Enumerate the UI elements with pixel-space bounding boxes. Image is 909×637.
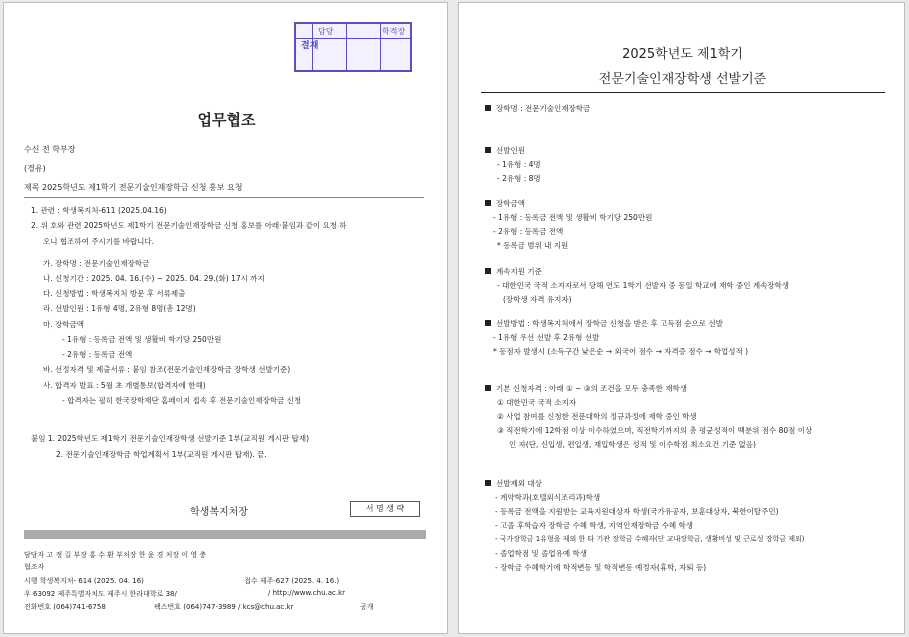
list-item: - 국가장학금 1유형을 제외 한 타 기관 장학금 수혜자(단 교내장학금, 생활비성 및 근로성 장학금 제외) <box>495 535 805 543</box>
body-line-1: 1. 관련 : 학생복지처-611 (2025.04.16) <box>31 206 167 215</box>
title-divider <box>481 92 885 93</box>
subject: 제목 2025학년도 제1학기 전문기술인재장학금 신청 홍보 요청 <box>24 183 243 192</box>
item: 사. 합격자 발표 : 5월 초 개별통보(합격자에 한해) <box>43 381 206 390</box>
section-method: 선발방법 : 학생복지처에서 장학금 신청을 받은 후 고득점 순으로 선발 <box>485 318 723 329</box>
section-line: - 1유형 : 등록금 전액 및 생활비 학기당 250만원 <box>493 213 653 222</box>
footer-receipt: 접수 제주-627 (2025. 4. 16.) <box>244 577 340 585</box>
body-line-2b: 오니 협조하여 주시기를 바랍니다. <box>43 237 154 246</box>
section-line: 인 자(단, 신입생, 편입생, 재입학생은 성적 및 이수학점 최소요건 기준 없음) <box>509 440 756 449</box>
section-line: (장학생 자격 유지자) <box>503 295 572 304</box>
footer-fax: 팩스번호 (064)747-3989 / kcs@chu.ac.kr <box>154 603 294 611</box>
list-item: - 계약학과(호텔외식조리과)학생 <box>495 493 601 502</box>
footer-cooperator: 협조자 <box>24 563 45 571</box>
list-item: - 장학금 수혜학기에 학적변동 및 학적변동 예정자(휴학, 자퇴 등) <box>495 563 707 572</box>
item: 가. 장학명 : 전문기술인재장학금 <box>43 259 150 268</box>
bullet-icon <box>485 480 491 486</box>
item: 다. 신청방법 : 학생복지처 방문 후 서류제출 <box>43 289 186 298</box>
bullet-icon <box>485 385 491 391</box>
sender: 학생복지처장 <box>190 507 248 518</box>
footer-staff: 담당자 고 정 길 부장 홍 수 환 부처장 한 윤 경 처장 이 영 충 <box>24 551 207 559</box>
list-item: - 졸업학점 및 졸업유예 학생 <box>495 549 587 558</box>
section-line: * 등록금 범위 내 지원 <box>497 241 569 250</box>
section-scholarship-name: 장학명 : 전문기술인재장학금 <box>485 103 590 114</box>
left-page <box>3 2 448 634</box>
item: - 2유형 : 등록금 전액 <box>62 350 133 359</box>
footer-doc-number: 시행 학생복지처- 614 (2025. 04. 16) <box>24 577 144 585</box>
section-eligibility: 기본 신청자격 : 아래 ① ~ ③의 조건을 모두 충족한 재학생 <box>485 383 687 394</box>
section-line: ③ 직전학기에 12학점 이상 이수하였으며, 직전학기까지의 총 평균성적이 백분위 점수 80점 이상 <box>497 426 813 435</box>
stamp-col-2: 학적장 <box>382 27 406 36</box>
item: 라. 선발인원 : 1유형 4명, 2유형 8명(총 12명) <box>43 304 196 313</box>
attachment-1: 붙임 1. 2025학년도 제1학기 전문기술인재장학생 선발기준 1부(교직원 게시판 탑재) <box>31 434 310 443</box>
section-line: ① 대한민국 국적 소지자 <box>497 398 577 407</box>
footer-bar <box>24 530 426 539</box>
footer-website: / http://www.chu.ac.kr <box>268 589 346 597</box>
section-line: - 1유형 : 4명 <box>497 160 541 169</box>
footer-phone: 전화번호 (064)741-6758 <box>24 603 106 611</box>
criteria-title-line-2: 전문기술인재장학생 선발기준 <box>598 72 767 87</box>
footer-address: 우 63092 제주특별자치도 제주시 한라대학로 38/ <box>24 590 177 598</box>
signature-box: 서 명 생 략 <box>350 501 420 517</box>
divider <box>24 197 424 198</box>
item: 나. 신청기간 : 2025. 04. 16.(수) ~ 2025. 04. 29.(화) 17시 까지 <box>43 274 265 283</box>
bullet-icon <box>485 200 491 206</box>
right-page <box>458 2 905 634</box>
section-line: - 대한민국 국적 소지자로서 당해 연도 1학기 선발자 중 동일 학교에 재학 중인 계속장학생 <box>497 281 790 290</box>
body-line-2: 2. 위 호와 관련 2025학년도 제1학기 전문기술인재장학금 신청 홍보를 아래·붙임과 같이 요청 하 <box>31 221 347 230</box>
list-item: - 등록금 전액을 지원받는 교육지원대상자 학생(국가유공자, 보훈대상자, 북한이탈주민) <box>495 507 779 516</box>
item: - 합격자는 필히 한국장학재단 홈페이지 접속 후 전문기술인재장학금 신청 <box>62 396 302 405</box>
bullet-icon <box>485 320 491 326</box>
section-exclusions: 선발제외 대상 <box>485 478 542 489</box>
approval-stamp <box>294 22 412 72</box>
section-line: ② 사업 참여를 신청한 전문대학의 정규과정에 재학 중인 학생 <box>497 412 697 421</box>
list-item: - 고졸 후학습자 장학금 수혜 학생, 지역인재장학금 수혜 학생 <box>495 521 694 530</box>
section-selection-count: 선발인원 <box>485 145 525 156</box>
section-line: - 2유형 : 8명 <box>497 174 541 183</box>
section-continuing: 계속지원 기준 <box>485 266 542 277</box>
footer-public: 공개 <box>360 603 374 611</box>
stamp-side-label: 결재 <box>301 41 319 51</box>
bullet-icon <box>485 147 491 153</box>
item: - 1유형 : 등록금 전액 및 생활비 학기당 250만원 <box>62 335 222 344</box>
recipient: 수신 전 학부장 <box>24 145 76 154</box>
document-title: 업무협조 <box>197 111 256 129</box>
item: 바. 선정자격 및 제출서류 : 붙임 참조(전문기술인재장학금 장학생 선발기준) <box>43 365 291 374</box>
criteria-title-line-1: 2025학년도 제1학기 <box>622 47 743 62</box>
section-line: - 2유형 : 등록금 전액 <box>493 227 564 236</box>
via: (경유) <box>24 164 46 173</box>
bullet-icon <box>485 268 491 274</box>
section-line: - 1유형 우선 선발 후 2유형 선발 <box>493 333 600 342</box>
stamp-col-1: 담당 <box>318 27 334 36</box>
section-line: * 동점자 발생시 (소득구간 낮은순 → 외국어 점수 → 자격증 점수 → 학업성적 ) <box>493 347 749 356</box>
section-amount: 장학금액 <box>485 198 525 209</box>
bullet-icon <box>485 105 491 111</box>
attachment-2: 2. 전문기술인재장학금 학업계획서 1부(교직원 게시판 탑재). 끝. <box>56 450 267 459</box>
item: 마. 장학금액 <box>43 320 84 329</box>
